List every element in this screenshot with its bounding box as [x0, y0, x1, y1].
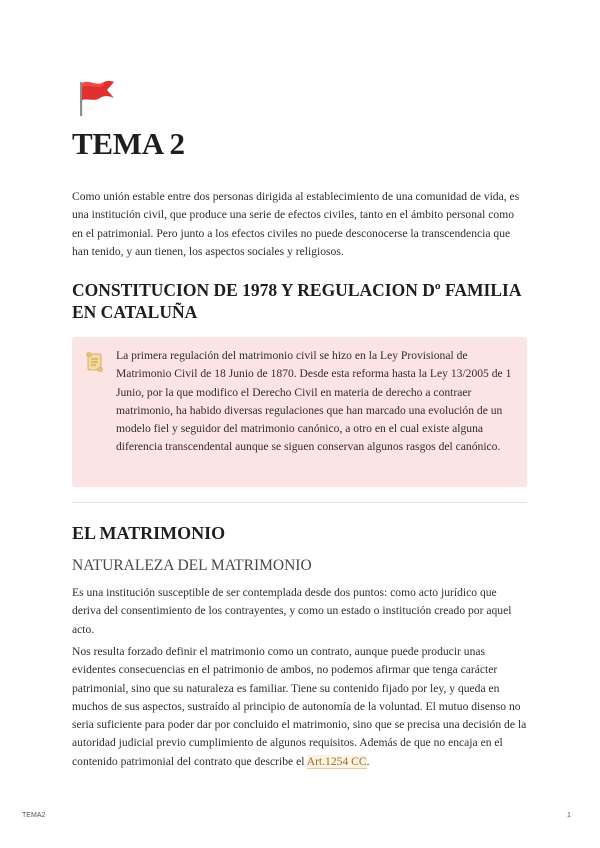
paragraph-text: Nos resulta forzado definir el matrimonio como un contrato, aunque puede producir unas evidentes consecuencias en el patrimonio de ambos, no podemos afirmar que tenga carácter patrimonial, sino que su naturaleza es familiar. Tiene su contenido fijado por ley, y queda en muchos de sus aspectos, sustraído al principio de autonomía de la voluntad. El mutuo disenso no seria suficiente para poder dar por concluido el matrimonio, sino que se precisa una decisión de la autoridad judicial previo cumplimiento de algunos requisitos. Además de que no encaja en el contenido patrimonial del contrato que describe el [72, 645, 527, 768]
divider [72, 502, 527, 503]
section-heading-matrimonio: EL MATRIMONIO [72, 523, 226, 543]
callout-text: La primera regulación del matrimonio civil se hizo en la Ley Provisional de Matrimonio Civil de 18 Junio de 1870. Desde esta reforma hasta la Ley 13/2005 de 1 Junio, por la que modifico el Derecho Civil en materia de derecho a contraer matrimonio, ha habido diversas regulaciones que han marcado una evolución de un modelo fiel y seguidor del matrimonio canónico, a otro en el cual existe alguna diferencia transcendental aunque se siguen conservan algunos rasgos del canónico. [116, 349, 512, 454]
callout-box [72, 337, 527, 487]
intro-paragraph: Como unión estable entre dos personas dirigida al establecimiento de una comunidad de vida, es una institución civil, que produce una serie de efectos civiles, tanto en el ámbito personal como en el patrimonial. Pero junto a los efectos civiles no puede desconocerse la transcendencia que han tenido, y aun tienen, los aspectos sociales y religiosos. [72, 190, 520, 258]
red-flag-icon [74, 76, 118, 120]
footer-page-number: 1 [567, 812, 571, 819]
paragraph-naturaleza-1: Es una institución susceptible de ser contemplada desde dos puntos: como acto jurídico que deriva del consentimiento de los contrayentes, y como un estado o institución creado por aquel acto. [72, 586, 512, 636]
article-reference-link[interactable]: Art.1254 CC [306, 754, 367, 768]
subheading-naturaleza: NATURALEZA DEL MATRIMONIO [72, 557, 312, 574]
section-heading-constitucion: CONSTITUCION DE 1978 Y REGULACION Dº FAMILIA EN CATALUÑA [72, 280, 521, 322]
scroll-icon [85, 351, 105, 373]
paragraph-end: . [366, 754, 370, 768]
page-title: TEMA 2 [72, 126, 185, 161]
paragraph-naturaleza-2 [72, 643, 527, 771]
footer-document-name: TEMA2 [22, 812, 46, 819]
